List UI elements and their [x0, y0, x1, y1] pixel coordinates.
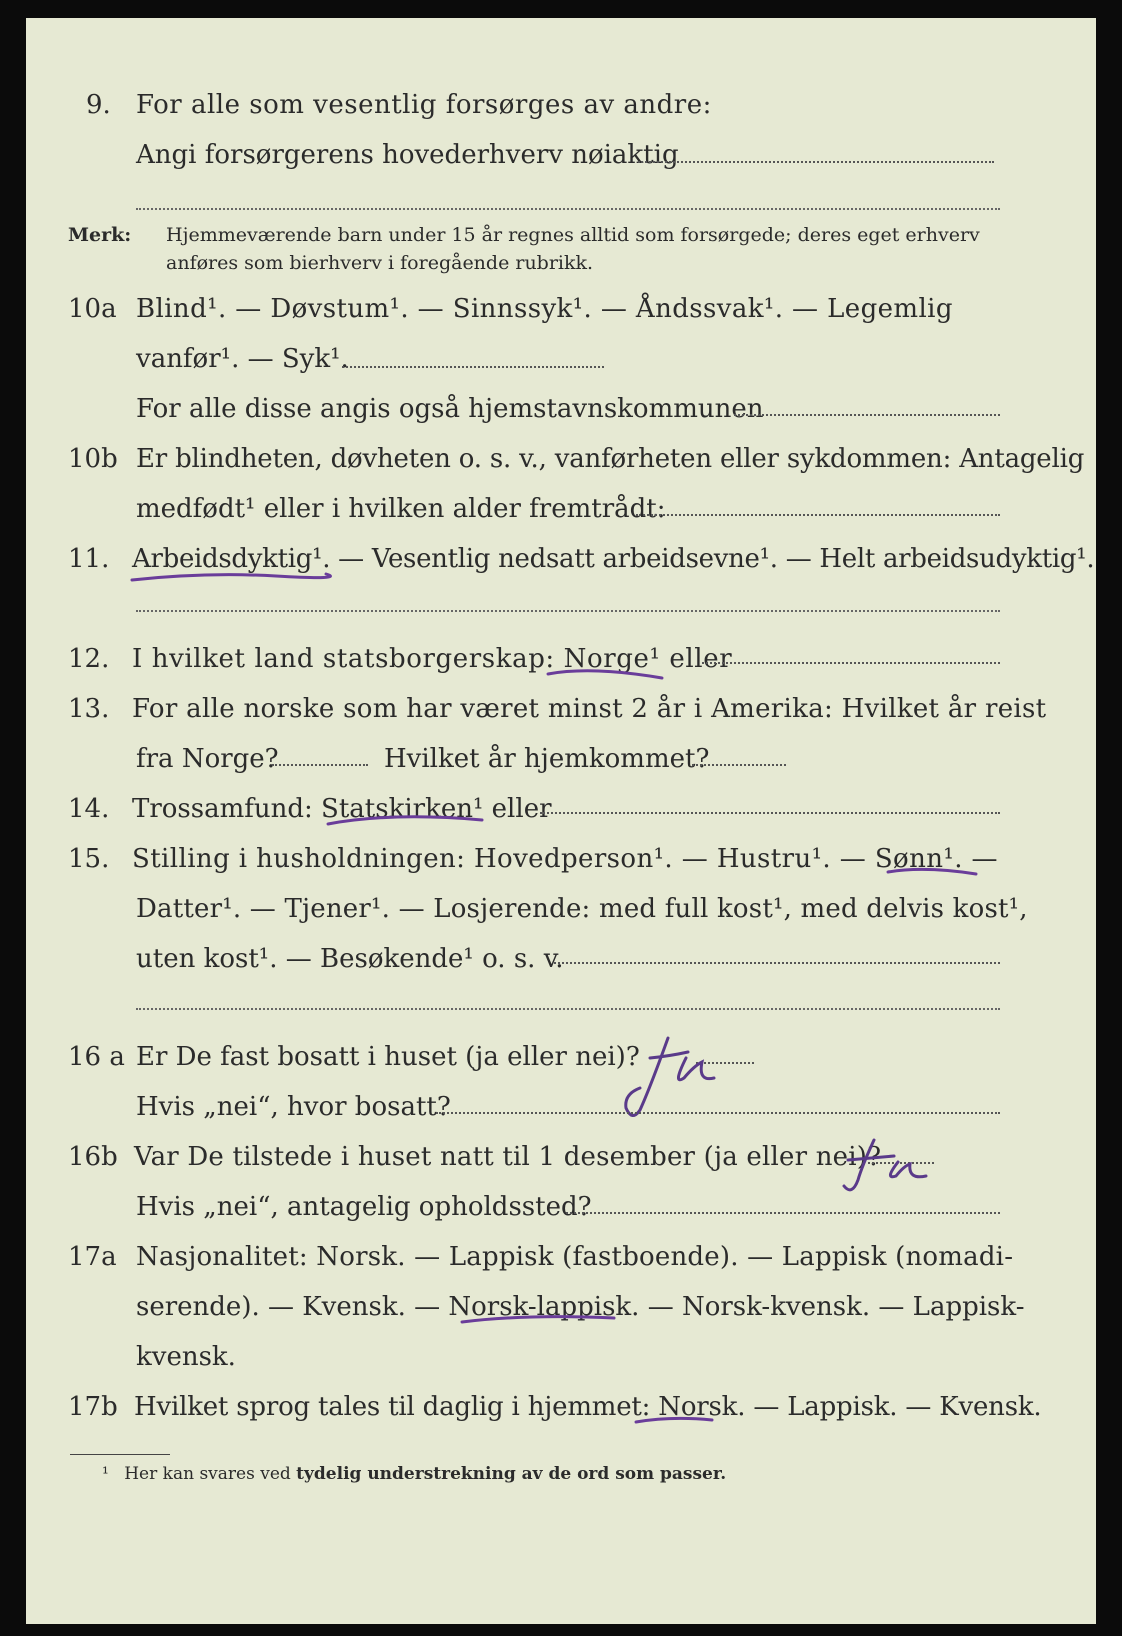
q13-line2a: fra Norge? [136, 744, 279, 774]
q17b-pen-underline [632, 1412, 718, 1430]
q17a-line1: Nasjonalitet: Norsk. — Lappisk (fastboende). — Lappisk (nomadi- [136, 1242, 1014, 1272]
q10a-number: 10a [68, 294, 117, 324]
q9-line2: Angi forsørgerens hovederhverv nøiaktig [136, 140, 679, 170]
q12-pen-underline [542, 664, 672, 688]
q10b-number: 10b [68, 444, 118, 474]
q9-line1: For alle som vesentlig forsørges av andre: [136, 90, 712, 120]
q15-line3: uten kost¹. — Besøkende¹ o. s. v. [136, 944, 564, 974]
q11-pen-underline [126, 568, 336, 588]
q14-number: 14. [68, 794, 110, 824]
q9-answer-line-2 [136, 208, 1000, 210]
census-form-page [26, 18, 1096, 1624]
q13-line1: For alle norske som har været minst 2 år i Amerika: Hvilket år reist [132, 694, 1047, 724]
q14-line1: Trossamfund: Statskirken¹ eller [132, 794, 552, 824]
q12-answer-line [702, 662, 1000, 664]
q15-answer-line-2 [136, 1008, 1000, 1010]
q17a-line3: kvensk. [136, 1342, 236, 1372]
q16a-where-line [436, 1112, 1000, 1114]
q16b-handwritten-answer [832, 1136, 932, 1200]
q16b-line2: Hvis „nei“, antagelig opholdssted? [136, 1192, 592, 1222]
q13-reist-line [272, 764, 368, 766]
footnote [102, 1464, 726, 1484]
merk-line2: anføres som bierhverv i foregående rubrikk. [166, 252, 594, 274]
q16b-line1: Var De tilstede i huset natt til 1 desember (ja eller nei)? [134, 1142, 882, 1172]
q17a-pen-underline [456, 1310, 622, 1330]
q17a-number: 17a [68, 1242, 117, 1272]
q11-number: 11. [68, 544, 110, 574]
q17b-line1: Hvilket sprog tales til daglig i hjemmet: Norsk. — Lappisk. — Kvensk. [134, 1392, 1042, 1422]
q16a-number: 16 a [68, 1042, 125, 1072]
q11-line1: Arbeidsdyktig¹. — Vesentlig nedsatt arbeidsevne¹. — Helt arbeidsudyktig¹. [132, 544, 1095, 574]
footnote-rule [70, 1454, 170, 1455]
q14-answer-line [540, 812, 1000, 814]
q10a-line2: vanfør¹. — Syk¹. [136, 344, 349, 374]
q13-number: 13. [68, 694, 110, 724]
q12-number: 12. [68, 644, 110, 674]
q10b-line1: Er blindheten, døvheten o. s. v., vanførheten eller sykdommen: Antagelig [136, 444, 1085, 474]
q13-line2b: Hvilket år hjemkommet? [384, 744, 710, 774]
q16b-number: 16b [68, 1142, 118, 1172]
q10a-answer-line [342, 366, 604, 368]
q9-answer-line [638, 161, 994, 163]
footnote-text-plain: Her kan svares ved [124, 1464, 291, 1484]
q16a-line2: Hvis „nei“, hvor bosatt? [136, 1092, 451, 1122]
q12-line1: I hvilket land statsborgerskap: Norge¹ eller [132, 644, 733, 674]
q10b-line2: medfødt¹ eller i hvilken alder fremtrådt: [136, 494, 666, 524]
q10a-line3: For alle disse angis også hjemstavnskommunen [136, 394, 764, 424]
q10a-line1: Blind¹. — Døvstum¹. — Sinnssyk¹. — Åndssvak¹. — Legemlig [136, 294, 953, 324]
q17b-number: 17b [68, 1392, 118, 1422]
q11-answer-line [136, 610, 1000, 612]
footnote-mark: ¹ [102, 1464, 109, 1484]
q15-pen-underline [884, 864, 984, 882]
merk-line1: Hjemmeværende barn under 15 år regnes alltid som forsørgede; deres eget erhverv [166, 224, 980, 246]
merk-label: Merk: [68, 224, 132, 246]
q15-line1: Stilling i husholdningen: Hovedperson¹. — Hustru¹. — Sønn¹. — [132, 844, 998, 874]
q16b-where-line [566, 1212, 1000, 1214]
footnote-text-bold: tydelig understrekning av de ord som passer. [296, 1464, 727, 1484]
q15-number: 15. [68, 844, 110, 874]
q10a-commune-line [734, 414, 1000, 416]
q10b-answer-line [636, 514, 1000, 516]
q17a-line2: serende). — Kvensk. — Norsk-lappisk. — Norsk-kvensk. — Lappisk- [136, 1292, 1025, 1322]
q14-pen-underline [322, 812, 492, 834]
q13-hjemkommet-line [692, 764, 786, 766]
q15-line2: Datter¹. — Tjener¹. — Losjerende: med full kost¹, med delvis kost¹, [136, 894, 1028, 924]
q16a-line1: Er De fast bosatt i huset (ja eller nei)? [136, 1042, 640, 1072]
q16a-handwritten-answer [610, 1028, 726, 1124]
q9-number: 9. [86, 90, 111, 120]
q15-answer-line [554, 962, 1000, 964]
